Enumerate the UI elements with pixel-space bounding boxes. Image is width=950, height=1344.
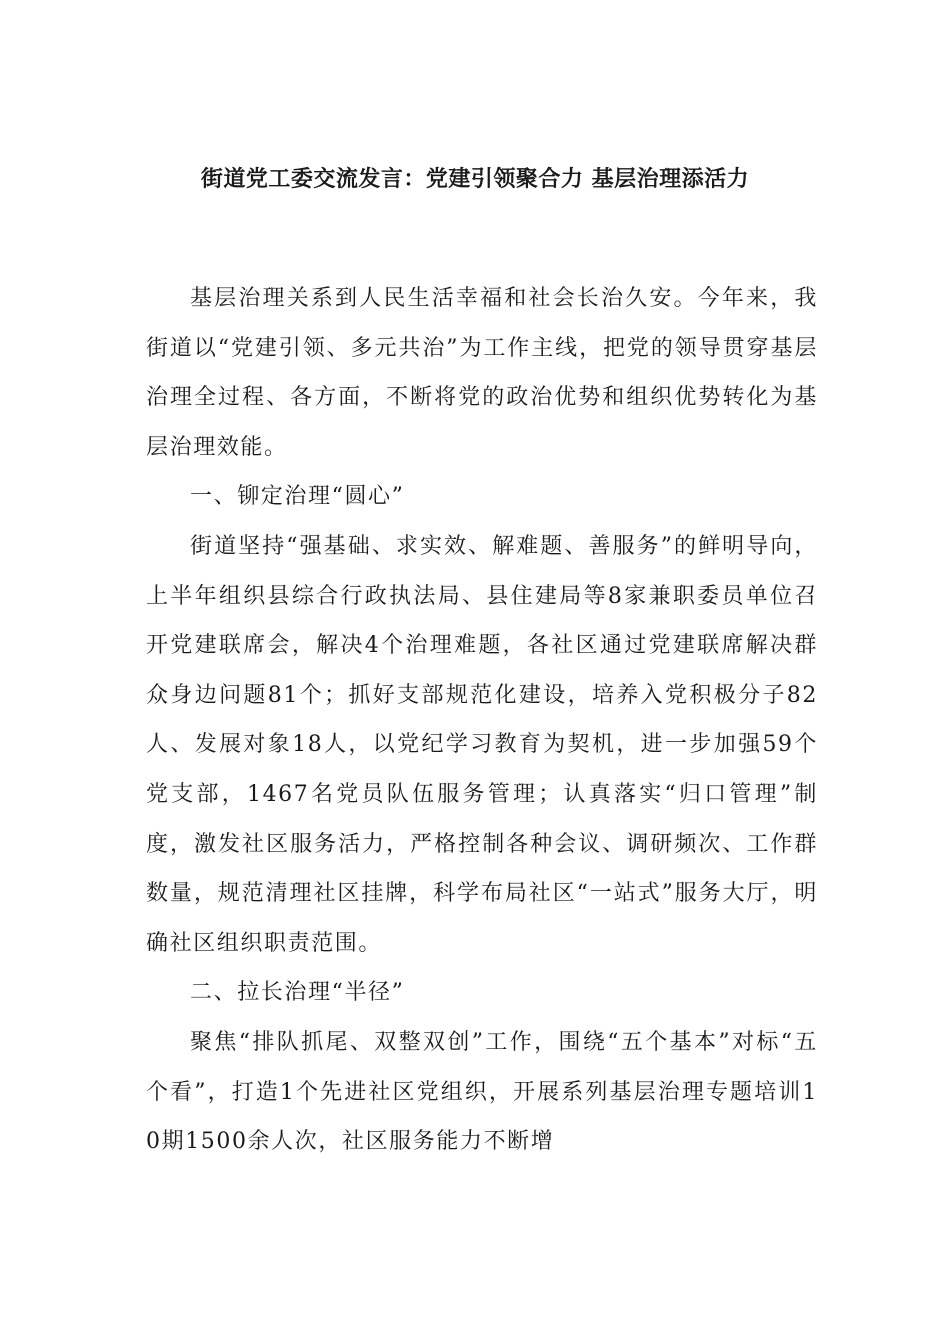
section-paragraph-2: 聚焦“排队抓尾、双整双创”工作，围绕“五个基本”对标“五个看”，打造1个先进社区党组织，开展系列基层治理专题培训10期1500余人次，社区服务能力不断增	[146, 1029, 818, 1155]
section-paragraph-1: 街道坚持“强基础、求实效、解难题、善服务”的鲜明导向，上半年组织县综合行政执法局、县住建局等8家兼职委员单位召开党建联席会，解决4个治理难题，各社区通过党建联席解决群众身边问题81个；抓好支部规范化建设，培养入党积极分子82人、发展对象18人，以党纪学习教育为契机，进一步加强59个党支部，1467名党员队伍服务管理；认真落实“归口管理”制度，激发社区服务活力，严格控制各种会议、调研频次、工作群数量，规范清理社区挂牌，科学布局社区“一站式”服务大厅，明确社区组织职责范围。	[146, 533, 818, 956]
document-title: 街道党工委交流发言：党建引领聚合力 基层治理添活力	[200, 166, 750, 192]
document-body	[146, 274, 818, 1167]
intro-paragraph: 基层治理关系到人民生活幸福和社会长治久安。今年来，我街道以“党建引领、多元共治”为工作主线，把党的领导贯穿基层治理全过程、各方面，不断将党的政治优势和组织优势转化为基层治理效能。	[146, 286, 818, 460]
section-heading-2: 二、拉长治理“半径”	[190, 980, 405, 1006]
section-heading-1: 一、铆定治理“圆心”	[190, 484, 405, 510]
